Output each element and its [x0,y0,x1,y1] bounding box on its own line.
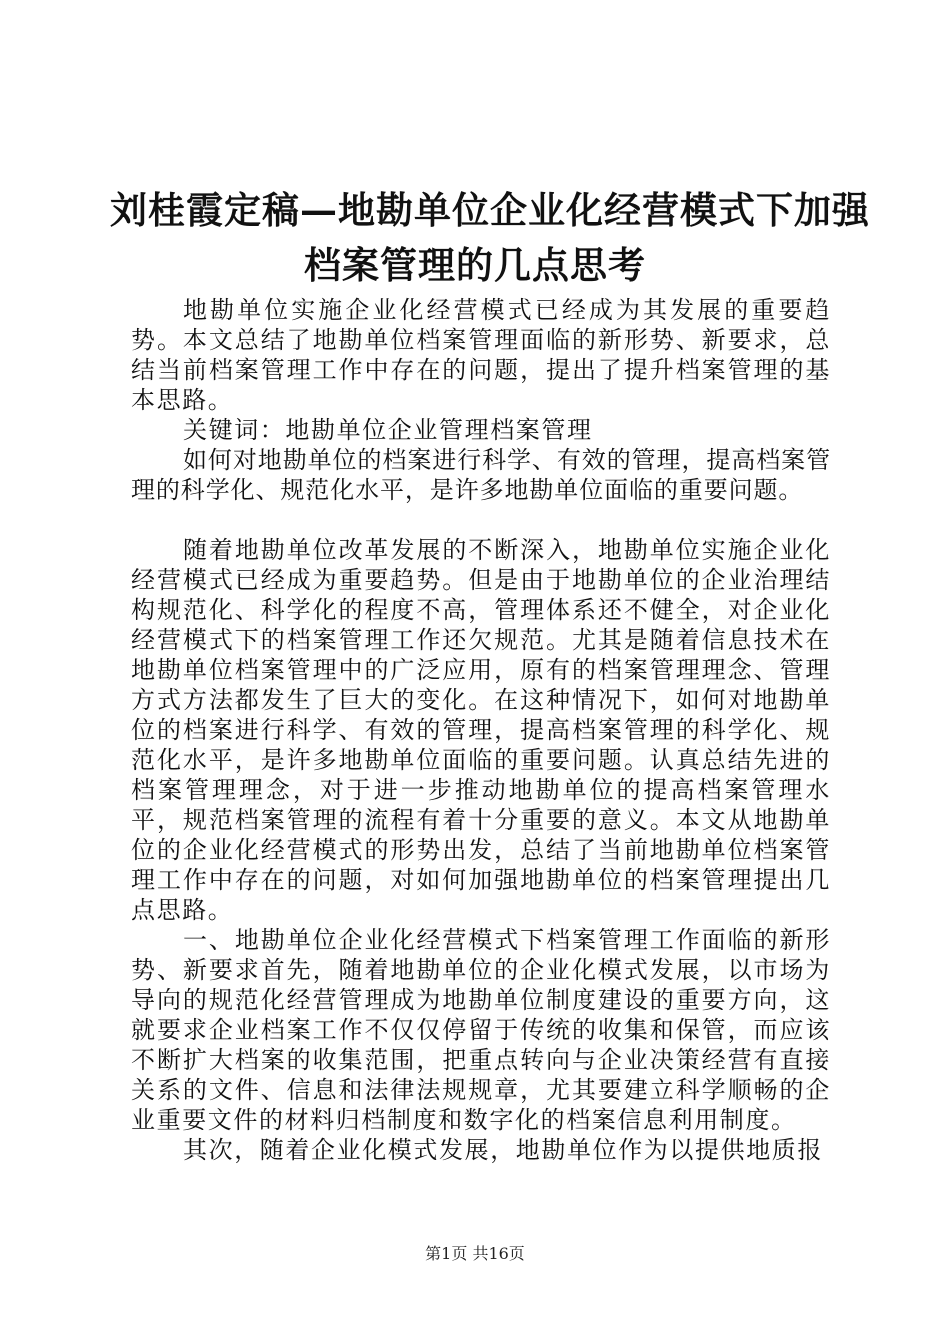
section-one-paragraph: 一、地勘单位企业化经营模式下档案管理工作面临的新形势、新要求首先，随着地勘单位的企业化模式发展，以市场为导向的规范化经营管理成为地勘单位制度建设的重要方向，这就要求企业档案工作不仅仅停留于传统的收集和保管，而应该不断扩大档案的收集范围，把重点转向与企业决策经营有直接关系的文件、信息和法律法规规章，尤其要建立科学顺畅的企业重要文件的材料归档制度和数字化的档案信息利用制度。 [131,926,831,1134]
document-title-line1: 刘桂霞定稿—地勘单位企业化经营模式下加强 [110,188,870,232]
intro-paragraph: 如何对地勘单位的档案进行科学、有效的管理，提高档案管理的科学化、规范化水平，是许多地勘单位面临的重要问题。 [131,446,831,504]
abstract-paragraph: 地勘单位实施企业化经营模式已经成为其发展的重要趋势。本文总结了地勘单位档案管理面临的新形势、新要求，总结当前档案管理工作中存在的问题，提出了提升档案管理的基本思路。 [131,296,831,414]
second-point-paragraph: 其次，随着企业化模式发展，地勘单位作为以提供地质报 [183,1136,823,1164]
keywords-line: 关键词：地勘单位企业管理档案管理 [183,416,593,444]
document-title-line2: 档案管理的几点思考 [304,243,646,287]
background-paragraph: 随着地勘单位改革发展的不断深入，地勘单位实施企业化经营模式已经成为重要趋势。但是由于地勘单位的企业治理结构规范化、科学化的程度不高，管理体系还不健全，对企业化经营模式下的档案管理工作还欠规范。尤其是随着信息技术在地勘单位档案管理中的广泛应用，原有的档案管理理念、管理方式方法都发生了巨大的变化。在这种情况下，如何对地勘单位的档案进行科学、有效的管理，提高档案管理的科学化、规范化水平，是许多地勘单位面临的重要问题。认真总结先进的档案管理理念，对于进一步推动地勘单位的提高档案管理水平，规范档案管理的流程有着十分重要的意义。本文从地勘单位的企业化经营模式的形势出发，总结了当前地勘单位档案管理工作中存在的问题，对如何加强地勘单位的档案管理提出几点思路。 [131,536,831,924]
paragraph-spacer [131,505,831,535]
page-number-footer: 第1页 共16页 [425,1244,525,1263]
document-body [131,295,831,1165]
